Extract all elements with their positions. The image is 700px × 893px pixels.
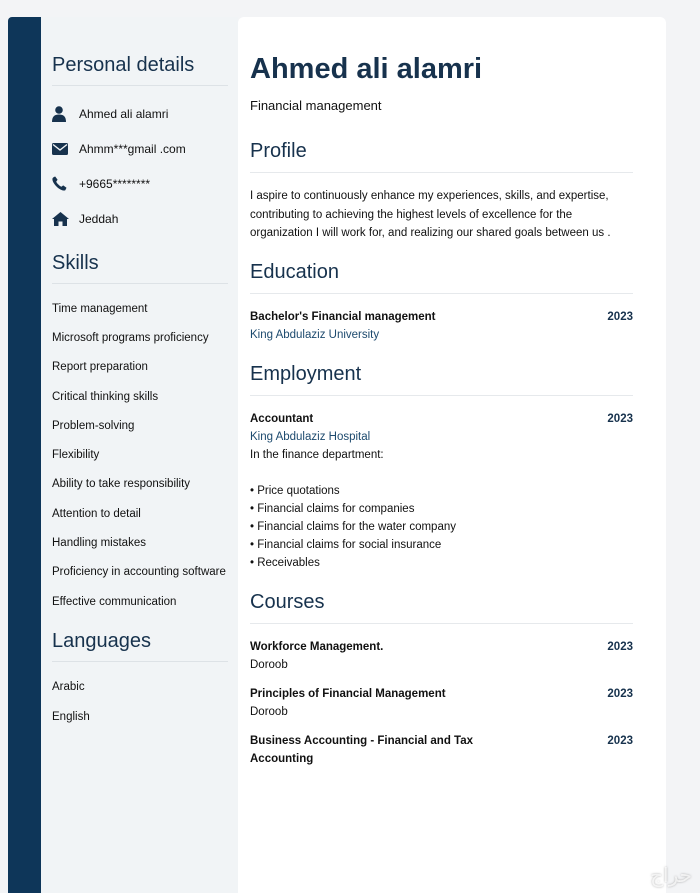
skills-heading: Skills <box>52 252 228 284</box>
employment-heading: Employment <box>250 363 633 396</box>
resume-page <box>8 17 666 893</box>
phone-icon <box>52 176 79 191</box>
education-school: King Abdulaziz University <box>250 328 380 341</box>
skill-item: Attention to detail <box>52 507 141 520</box>
main-content <box>238 17 666 893</box>
detail-email-text: Ahmm***gmail .com <box>79 141 186 156</box>
courses-heading: Courses <box>250 591 633 624</box>
education-heading: Education <box>250 261 633 294</box>
duty-item: • Financial claims for companies <box>250 502 415 515</box>
job-title: Financial management <box>250 98 382 113</box>
skill-item: Proficiency in accounting software <box>52 566 226 579</box>
duty-item: • Price quotations <box>250 484 340 497</box>
skill-item: Flexibility <box>52 449 100 462</box>
language-item: English <box>52 710 90 723</box>
profile-heading: Profile <box>250 140 633 173</box>
employment-entry <box>250 410 633 573</box>
employment-duties <box>250 482 633 573</box>
languages-section <box>52 630 238 731</box>
course-year: 2023 <box>607 687 633 700</box>
detail-email <box>52 131 238 166</box>
employment-description: In the finance department: <box>250 448 384 461</box>
course-title: Principles of Financial Management <box>250 687 446 700</box>
course-title: Workforce Management. <box>250 640 384 653</box>
employment-year: 2023 <box>607 412 633 425</box>
course-entry <box>250 685 633 721</box>
course-entry <box>250 638 633 674</box>
detail-phone <box>52 166 238 201</box>
employment-employer: King Abdulaziz Hospital <box>250 430 371 443</box>
site-watermark: حراج <box>650 863 692 887</box>
course-provider: Doroob <box>250 658 288 671</box>
languages-heading: Languages <box>52 630 228 662</box>
home-icon <box>52 212 79 226</box>
personal-details-heading: Personal details <box>52 54 228 86</box>
skill-item: Microsoft programs proficiency <box>52 331 209 344</box>
skill-item: Report preparation <box>52 361 148 374</box>
envelope-icon <box>52 143 79 155</box>
course-provider: Doroob <box>250 705 288 718</box>
education-degree: Bachelor's Financial management <box>250 310 436 323</box>
detail-city <box>52 201 238 236</box>
detail-city-text: Jeddah <box>79 211 119 226</box>
duty-item: • Financial claims for the water company <box>250 520 456 533</box>
detail-phone-text: +9665******** <box>79 176 151 191</box>
accent-stripe <box>8 17 41 893</box>
course-year: 2023 <box>607 734 633 747</box>
skills-section <box>52 252 238 616</box>
candidate-name: Ahmed ali alamri <box>250 53 483 85</box>
skill-item: Critical thinking skills <box>52 390 159 403</box>
detail-name-text: Ahmed ali alamri <box>79 106 169 121</box>
sidebar <box>41 17 238 893</box>
user-icon <box>52 106 79 122</box>
skill-item: Time management <box>52 302 148 315</box>
course-year: 2023 <box>607 640 633 653</box>
skill-item: Problem-solving <box>52 419 135 432</box>
course-entry <box>250 732 633 768</box>
education-entry <box>250 308 633 344</box>
course-title: Business Accounting - Financial and Tax Accounting <box>250 734 474 765</box>
skill-item: Effective communication <box>52 595 177 608</box>
education-year: 2023 <box>607 310 633 323</box>
duty-item: • Financial claims for social insurance <box>250 539 442 552</box>
skill-item: Ability to take responsibility <box>52 478 191 491</box>
duty-item: • Receivables <box>250 557 320 570</box>
language-item: Arabic <box>52 681 85 694</box>
skill-item: Handling mistakes <box>52 537 146 550</box>
employment-position: Accountant <box>250 412 314 425</box>
profile-text: I aspire to continuously enhance my experiences, skills, and expertise, contributing to achieving the highest levels of excellence for the organization I will work for, and realizing our shared goals between us . <box>250 190 611 239</box>
detail-name <box>52 96 238 131</box>
